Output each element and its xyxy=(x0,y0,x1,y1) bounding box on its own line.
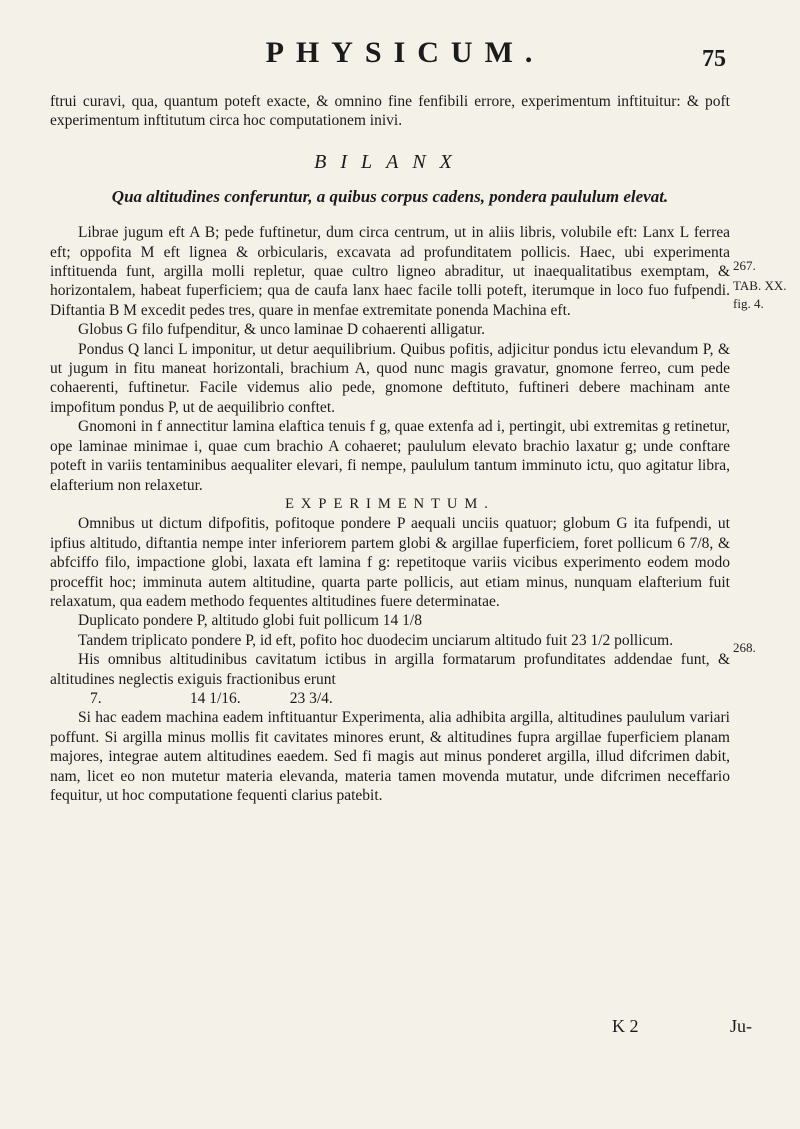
paragraph: Omnibus ut dictum difpofitis, pofitoque pondere P aequali unciis quatuor; globum G ita fufpendi, ut ipfius altitudo, diftantia nempe inter inferiorem partem globi & argillae fuperficiem, foret pollicum 6 7/8, & abfciffo filo, impactione globi, laxata eft lamina f g: repetitoque variis vicibus experimento eodem modo proceffit hoc; imminuta autem altitudine, quarta parte pollicis, aut etiam minus, nunquam elafterium fuit relaxatum, qua eadem methodo fequentes altitudines fuere determinatae. xyxy=(50,515,730,610)
altitude-value: 7. xyxy=(90,689,102,707)
altitude-value: 23 3/4. xyxy=(289,689,333,707)
text-body xyxy=(50,92,730,805)
paragraph: Librae jugum eft A B; pede fuftinetur, dum circa centrum, ut in aliis libris, volubile eft: Lanx L ferrea eft; oppofita M eft lignea & orbicularis, excavata ad profunditatem pollicis. Haec, ubi experimenta inftituenda funt, argilla molli repletur, quae cultro ligneo abraditur, ut inaequalitatibus exemptam, & horizontalem, habeat fuperficiem; qua de caufa lanx haec facile tolli poteft, iterumque in loco fuo fufpendi. Diftantia B M excedit pedes tres, quare in menfae extremitate ponenda Machina eft. xyxy=(50,224,730,319)
margin-note-figure-ref: fig. 4. xyxy=(733,296,764,311)
intro-paragraph: ftrui curavi, qua, quantum poteft exacte, & omnino fine fenfibili errore, experimentum inftituitur: & poft experimentum inftitutum circa hoc computationem inivi. xyxy=(50,93,730,130)
altitude-value: 14 1/16. xyxy=(189,689,241,707)
altitude-values xyxy=(50,689,730,708)
experiment-heading: EXPERIMENTUM. xyxy=(285,495,495,512)
paragraph: Duplicato pondere P, altitudo globi fuit pollicum 14 1/8 xyxy=(78,612,422,630)
paragraph: His omnibus altitudinibus cavitatum ictibus in argilla formatarum profunditates addendae funt, & altitudines neglectis exiguis fractionibus erunt xyxy=(50,651,730,688)
signature-mark: K 2 xyxy=(612,1016,639,1036)
running-head: PHYSICUM. xyxy=(265,36,545,69)
margin-note-paragraph-number: 268. xyxy=(733,640,756,655)
margin-note-table-ref: TAB. XX. xyxy=(733,278,787,293)
catchword: Ju- xyxy=(730,1016,752,1036)
page-number: 75 xyxy=(702,46,726,72)
paragraph: Tandem triplicato pondere P, id eft, pofito hoc duodecim unciarum altitudo fuit 23 1/2 pollicum. xyxy=(78,631,674,649)
paragraph: Si hac eadem machina eadem inftituantur Experimenta, alia adhibita argilla, altitudines paululum variari poffunt. Si argilla minus mollis fit cavitates minores erunt, & altitudines fupra argillae fuperficiem planam majores, integrae autem altitudines eaedem. Sed fi magis aut minus ponderet argilla, illud difcrimen dabit, nam, licet eo non mutetur materia elevanda, materia tamen movenda mutatur, unde difcrimen neceffario fequitur, ut hoc computatione fequenti clarius patebit. xyxy=(50,709,730,804)
section-subtitle: Qua altitudines conferuntur, a quibus corpus cadens, pondera paululum elevat. xyxy=(111,187,669,207)
margin-note-paragraph-number: 267. xyxy=(733,258,756,273)
paragraph: Pondus Q lanci L imponitur, ut detur aequilibrium. Quibus pofitis, adjicitur pondus ictu elevandum P, & ut jugum in fitu maneat horizontali, brachium A, quod nunc magis gravatur, gnomone ferreo, cum pede cohaerenti, fuftinetur. Facile videmus alio pede, gnomone deftituto, fuftineri debere machinam ante impofitum pondus P, ut de aequilibrio conftet. xyxy=(50,340,730,416)
paragraph: Globus G filo fufpenditur, & unco laminae D cohaerenti alligatur. xyxy=(78,321,486,339)
section-title: BILANX xyxy=(314,150,466,173)
page-footer xyxy=(612,1016,752,1037)
paragraph: Gnomoni in f annectitur lamina elaftica tenuis f g, quae extenfa ad i, pertingit, ubi extremitas g retinetur, ope laminae minimae i, quae cum brachio A cohaeret; paululum elevato brachio laxatur g; unde conftare poteft in variis tentaminibus aequaliter elevari, fi nempe, paululum tantum imminuto ictu, quo agitatur libra, elafterium non relaxetur. xyxy=(50,418,730,494)
